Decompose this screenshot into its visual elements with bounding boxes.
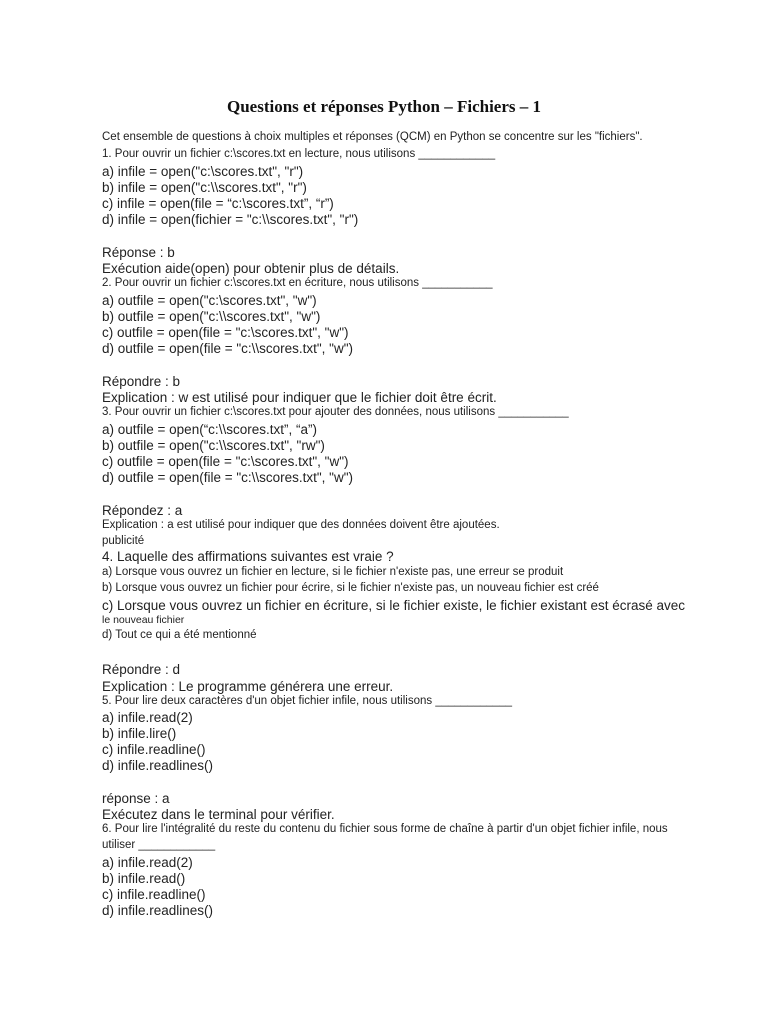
- q1-explanation: Exécution aide(open) pour obtenir plus de détails.: [102, 261, 400, 276]
- document-title: Questions et réponses Python – Fichiers – 1: [226, 97, 542, 116]
- question-4: 4. Laquelle des affirmations suivantes est vraie ?: [102, 549, 394, 564]
- q5-answer: réponse : a: [102, 791, 170, 806]
- question-5: 5. Pour lire deux caractères d'un objet fichier infile, nous utilisons ____________: [102, 695, 513, 707]
- q3-option-d: d) outfile = open(file = "c:\\scores.txt", "w"): [102, 470, 354, 485]
- q6-option-d: d) infile.readlines(): [102, 903, 214, 918]
- question-2: 2. Pour ouvrir un fichier c:\scores.txt en écriture, nous utilisons ___________: [102, 277, 493, 289]
- q2-option-c: c) outfile = open(file = "c:\scores.txt", "w"): [102, 325, 349, 340]
- q4-answer: Répondre : d: [102, 662, 181, 677]
- q2-answer: Répondre : b: [102, 374, 181, 389]
- q4-option-d: d) Tout ce qui a été mentionné: [102, 629, 257, 641]
- q6-option-c: c) infile.readline(): [102, 887, 206, 902]
- q1-option-b: b) infile = open("c:\\scores.txt", "r"): [102, 180, 307, 195]
- question-6-continued: utiliser ____________: [102, 839, 216, 851]
- q4-option-b: b) Lorsque vous ouvrez un fichier pour écrire, si le fichier n'existe pas, un nouveau fichier est créé: [102, 582, 599, 594]
- q6-option-a: a) infile.read(2): [102, 855, 193, 870]
- q5-option-b: b) infile.lire(): [102, 726, 177, 741]
- q5-option-c: c) infile.readline(): [102, 742, 206, 757]
- q4-option-c: c) Lorsque vous ouvrez un fichier en écriture, si le fichier existe, le fichier existant est écrasé avec: [102, 598, 686, 613]
- q3-answer: Répondez : a: [102, 503, 183, 518]
- q2-explanation: Explication : w est utilisé pour indiquer que le fichier doit être écrit.: [102, 390, 497, 405]
- q5-option-a: a) infile.read(2): [102, 710, 193, 725]
- q3-option-c: c) outfile = open(file = "c:\scores.txt", "w"): [102, 454, 349, 469]
- q4-explanation: Explication : Le programme générera une erreur.: [102, 679, 394, 694]
- q1-option-c: c) infile = open(file = “c:\scores.txt”, “r”): [102, 196, 334, 211]
- q1-answer: Réponse : b: [102, 245, 175, 260]
- question-1: 1. Pour ouvrir un fichier c:\scores.txt en lecture, nous utilisons ____________: [102, 148, 496, 160]
- q2-option-a: a) outfile = open("c:\scores.txt", "w"): [102, 293, 317, 308]
- q5-explanation: Exécutez dans le terminal pour vérifier.: [102, 807, 335, 822]
- q4-option-a: a) Lorsque vous ouvrez un fichier en lecture, si le fichier n'existe pas, une erreur se produit: [102, 566, 564, 578]
- advertisement-label: publicité: [102, 535, 145, 547]
- q3-explanation: Explication : a est utilisé pour indiquer que des données doivent être ajoutées.: [102, 519, 500, 531]
- q1-option-d: d) infile = open(fichier = "c:\\scores.txt", "r"): [102, 212, 359, 227]
- q2-option-d: d) outfile = open(file = "c:\\scores.txt", "w"): [102, 341, 354, 356]
- q4-option-c-continued: le nouveau fichier: [102, 614, 185, 626]
- q1-option-a: a) infile = open("c:\scores.txt", "r"): [102, 164, 304, 179]
- q3-option-a: a) outfile = open(“c:\\scores.txt”, “a”): [102, 422, 317, 437]
- intro-text: Cet ensemble de questions à choix multiples et réponses (QCM) en Python se concentre sur les "fichiers".: [102, 131, 643, 143]
- q3-option-b: b) outfile = open("c:\\scores.txt", "rw"): [102, 438, 325, 453]
- q6-option-b: b) infile.read(): [102, 871, 186, 886]
- question-3: 3. Pour ouvrir un fichier c:\scores.txt pour ajouter des données, nous utilisons ___________: [102, 406, 569, 418]
- question-6: 6. Pour lire l'intégralité du reste du contenu du fichier sous forme de chaîne à partir d'un objet fichier infile, nous: [102, 823, 668, 835]
- q2-option-b: b) outfile = open("c:\\scores.txt", "w"): [102, 309, 321, 324]
- q5-option-d: d) infile.readlines(): [102, 758, 214, 773]
